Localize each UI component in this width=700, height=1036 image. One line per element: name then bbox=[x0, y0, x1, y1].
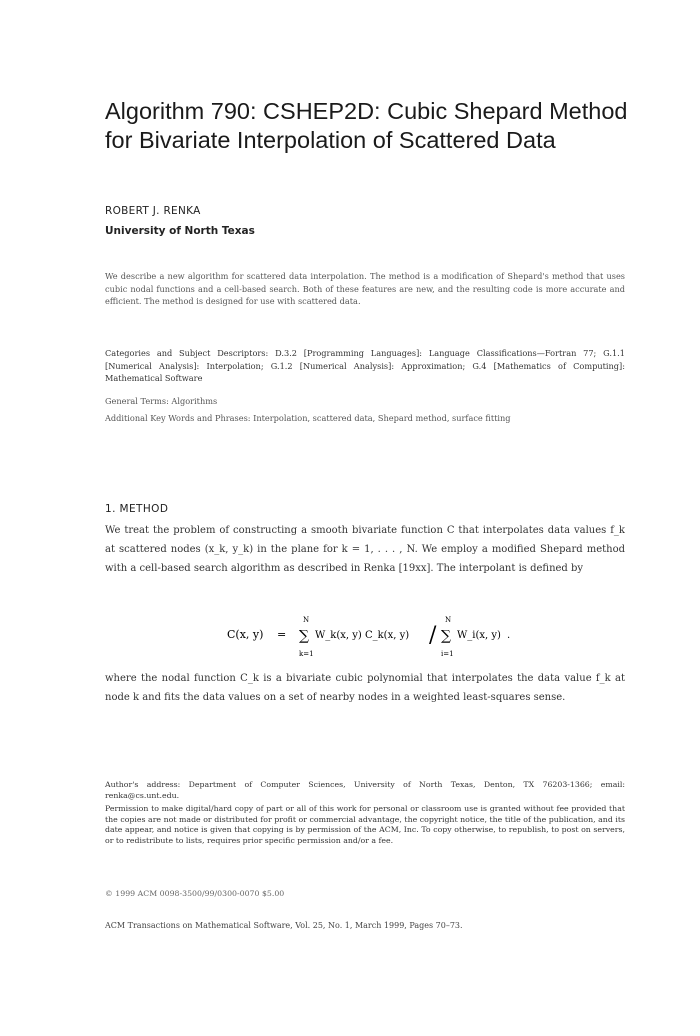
section-heading: 1. METHOD bbox=[105, 503, 169, 515]
equation-lhs: C(x, y) bbox=[227, 628, 264, 641]
author-name: ROBERT J. RENKA bbox=[105, 205, 201, 217]
numerator-sum-sign: ∑ bbox=[299, 628, 309, 644]
numerator-sum-upper: N bbox=[303, 616, 310, 624]
equation-equals: = bbox=[277, 628, 287, 641]
fraction-slash: / bbox=[429, 623, 437, 648]
author-affiliation: University of North Texas bbox=[105, 225, 255, 237]
denominator-sum-upper: N bbox=[445, 616, 452, 624]
copyright-line: © 1999 ACM 0098-3500/99/0300-0070 $5.00 bbox=[105, 889, 285, 898]
equation-period: . bbox=[507, 630, 511, 641]
numerator-sum-lower: k=1 bbox=[299, 650, 314, 658]
interpolant-equation bbox=[225, 612, 545, 662]
keywords: Additional Key Words and Phrases: Interpolation, scattered data, Shepard method, surface fitting bbox=[105, 413, 511, 423]
numerator-term: W_k(x, y) C_k(x, y) bbox=[315, 630, 410, 641]
paper-title: Algorithm 790: CSHEP2D: Cubic Shepard Method for Bivariate Interpolation of Scattered Data bbox=[105, 98, 628, 153]
section-paragraph-2: where the nodal function C_k is a bivariate cubic polynomial that interpolates the data value f_k at node k and fits the data values on a set of nearby nodes in a weighted least-squares sense. bbox=[105, 673, 625, 703]
journal-citation: ACM Transactions on Mathematical Software, Vol. 25, No. 1, March 1999, Pages 70–73. bbox=[105, 921, 463, 930]
ccs-descriptors: Categories and Subject Descriptors: D.3.2 [Programming Languages]: Language Classifications—Fortran 77; G.1.1 [Numerical Analysis]: Interpolation; G.1.2 [Numerical Analysis]: Approximation; G.4 [Mathematics of Computing]: Mathematical Software bbox=[105, 348, 625, 383]
denominator-sum-lower: i=1 bbox=[441, 650, 454, 658]
general-terms: General Terms: Algorithms bbox=[105, 396, 218, 406]
section-paragraph: We treat the problem of constructing a smooth bivariate function C that interpolates data values f_k at scattered nodes (x_k, y_k) in the plane for k = 1, . . . , N. We employ a modified Shepard method with a cell-based search algorithm as described in Renka [19xx]. The interpolant is defined by bbox=[105, 525, 625, 574]
denominator-term: W_i(x, y) bbox=[457, 630, 501, 641]
abstract: We describe a new algorithm for scattered data interpolation. The method is a modification of Shepard's method that uses cubic nodal functions and a cell-based search. Both of these features are new, and the resulting code is more accurate and efficient. The method is designed for use with scattered data. bbox=[105, 271, 625, 306]
author-address-footnote: Author's address: Department of Computer Sciences, University of North Texas, Denton, TX 76203-1366; email: renka@cs.unt.edu. bbox=[105, 780, 625, 800]
denominator-sum-sign: ∑ bbox=[441, 628, 451, 644]
permission-footnote: Permission to make digital/hard copy of part or all of this work for personal or classroom use is granted without fee provided that the copies are not made or distributed for profit or commercial advantage, the copyright notice, the title of the publication, and its date appear, and notice is given that copying is by permission of the ACM, Inc. To copy otherwise, to republish, to post on servers, or to redistribute to lists, requires prior specific permission and/or a fee. bbox=[105, 804, 625, 845]
